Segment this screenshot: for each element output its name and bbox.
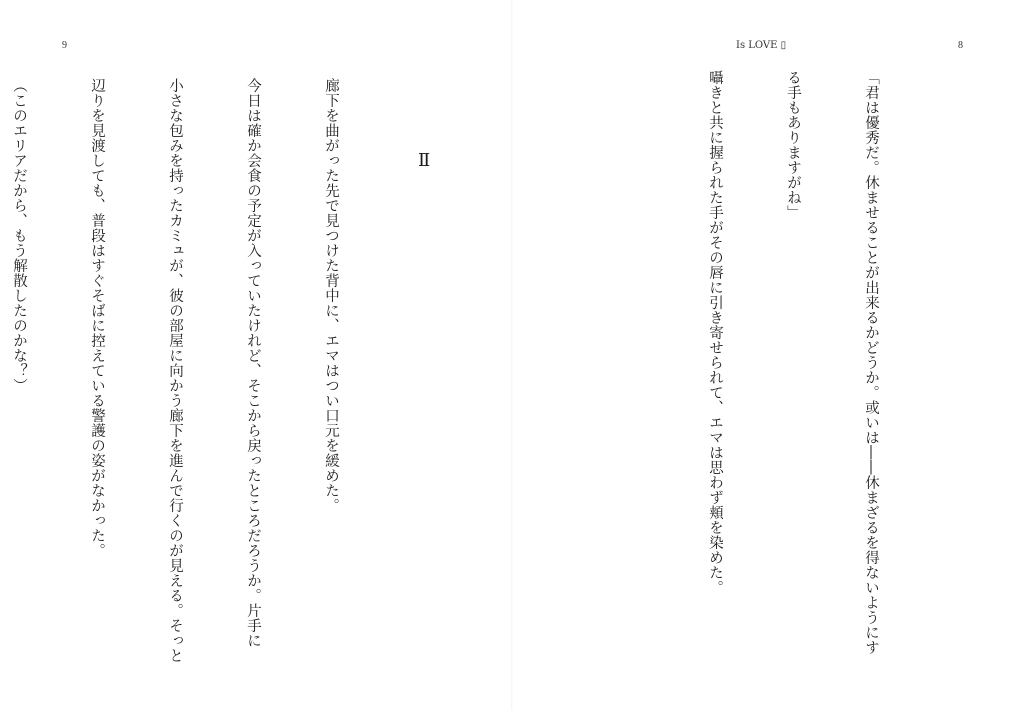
text-line: 囁きと共に握られた手がその唇に引き寄せられて、エマは思わず頬を染めた。 [707,70,723,595]
running-head: Is LOVE ▯ [736,40,787,51]
text-line: 辺りを見渡しても、普段はすぐそばに控えている警護の姿がなかった。 [89,78,105,558]
text-line: 「君は優秀だ。休ませることが出来るかどうか。或いは――休まざるを得ないようにす [863,70,879,655]
text-line: る手もありますがね」 [785,70,801,220]
section-marker: Ⅱ [418,150,431,171]
text-line: 今日は確か会食の予定が入っていたけれど、そこから戻ったところだろうか。片手に [245,78,261,648]
text-line: 小さな包みを持ったカミュが、彼の部屋に向かう廊下を進んで行くのが見える。そっと [167,78,183,663]
text-line: （このエリアだから、もう解散したのかな？） [11,78,27,393]
page-number-right: 8 [958,40,963,51]
left-page-text [0,78,396,663]
right-page-text [650,70,936,655]
text-line: 廊下を曲がった先で見つけた背中に、エマはつい口元を緩めた。 [323,78,339,513]
page-number-left: 9 [62,40,67,51]
page-gutter [511,0,513,710]
